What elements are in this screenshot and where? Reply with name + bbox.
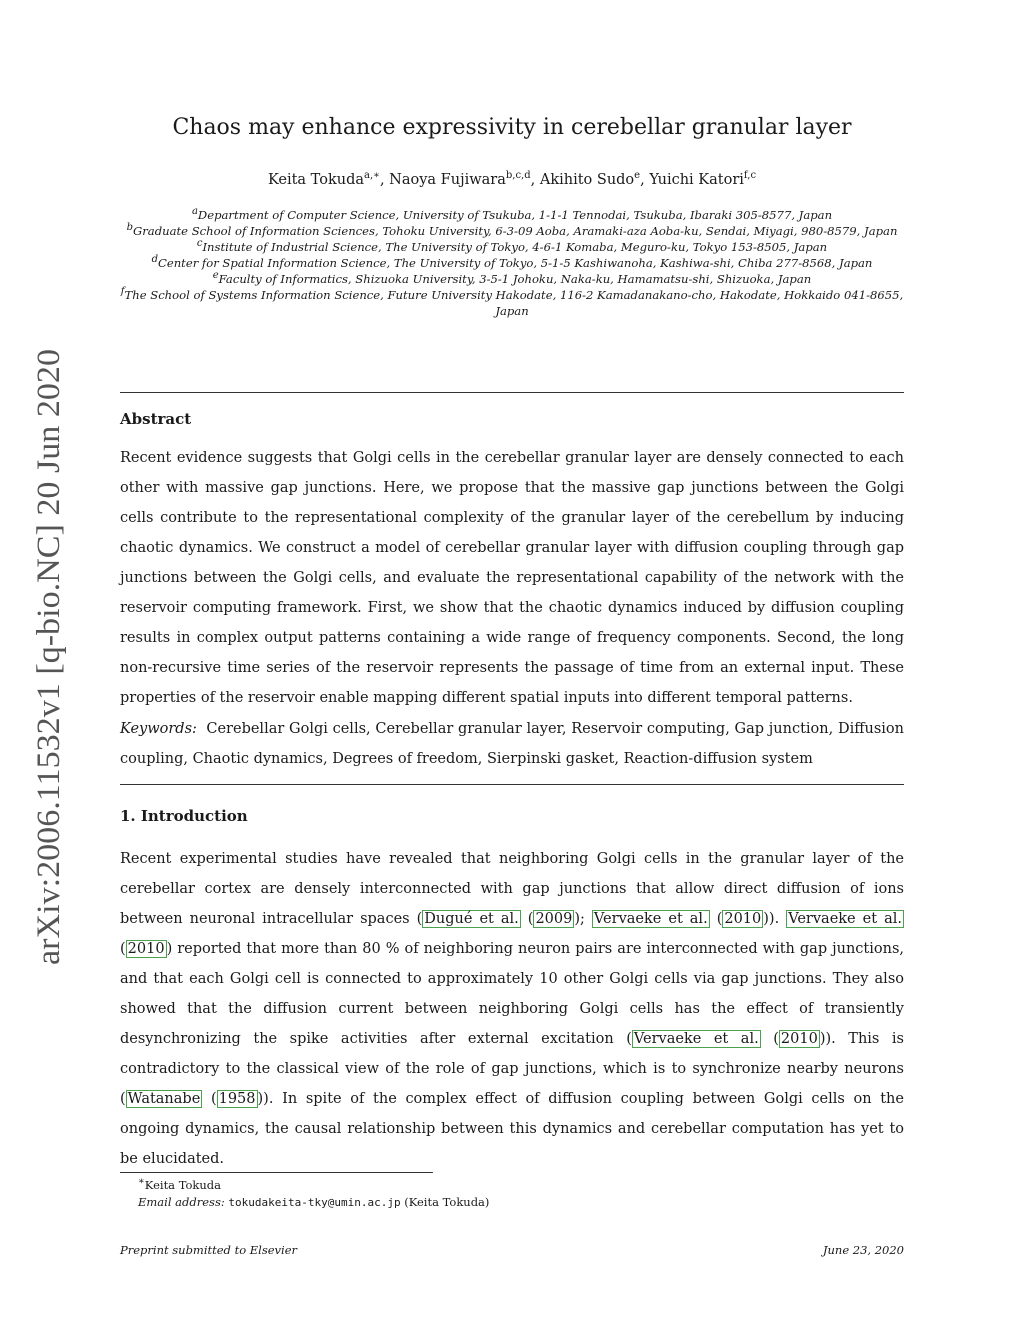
author-affiliation-mark: b,c,d [505, 170, 531, 182]
author-affiliation-mark: a,∗ [364, 170, 380, 182]
intro-text: ( [202, 1091, 217, 1107]
affiliation-line [120, 207, 904, 223]
affiliation-text: The School of Systems Information Science, Future University Hakodate, 116-2 Kamadanakano-cho, Hakodate, Hokkaido 041-8655, Japan [124, 288, 904, 318]
arxiv-stamp-svg [24, 345, 70, 965]
affiliation-text: Department of Computer Science, University of Tsukuba, 1-1-1 Tennodai, Tsukuba, Ibaraki 305-8577, Japan [197, 208, 833, 222]
intro-text: ) reported that more than 80 % of neighboring neuron pairs are interconnected with gap junctions, and that each Golgi cell is connected to approximately 10 other Golgi cells via gap junctions. They also showed that the diffusion current between neighboring Golgi cells has the effect of transiently desynchronizing the spike activities after external excitation ( [120, 941, 904, 1047]
citation-link[interactable]: Dugué et al. [424, 911, 519, 927]
affiliation-mark: a [191, 206, 198, 218]
arxiv-id: arXiv:2006.11532v1 [q-bio.NC] 20 Jun 2020 [31, 368, 67, 965]
citation-link[interactable]: Vervaeke et al. [788, 911, 902, 927]
abstract-bottom-rule [120, 784, 904, 785]
author-name: Yuichi Katori [649, 172, 744, 188]
affiliation-mark: e [212, 270, 219, 282]
affiliation-mark: b [126, 222, 133, 234]
citation-year-link[interactable]: 2010 [780, 1031, 818, 1047]
intro-text: ( [120, 941, 126, 957]
author-affiliation-mark: e [634, 170, 641, 182]
email-address[interactable]: tokudakeita-tky@umin.ac.jp [228, 1196, 401, 1209]
intro-text: Recent experimental studies have revealed that neighboring Golgi cells in the granular layer of the cerebellar cortex are densely interconnected with gap junctions that allow direct diffusion of ions between neuronal intracellular spaces ( [120, 851, 904, 927]
section-heading: 1. Introduction [120, 807, 248, 825]
affiliation-line [120, 255, 904, 271]
abstract-text: Recent evidence suggests that Golgi cells in the cerebellar granular layer are densely connected to each other with massive gap junctions. Here, we propose that the massive gap junctions between the Golgi cells contribute to the representational complexity of the granular layer of the cerebellum by inducing chaotic dynamics. We construct a model of cerebellar granular layer with diffusion coupling through gap junctions between the Golgi cells, and evaluate the representational capability of the network with the reservoir computing framework. First, we show that the chaotic dynamics induced by diffusion coupling results in complex output patterns containing a wide range of frequency components. Second, the long non-recursive time series of the reservoir represents the passage of time from an external input. These properties of the reservoir enable mapping different spatial inputs into different temporal patterns. [120, 450, 904, 706]
author-name: Keita Tokuda [267, 172, 365, 188]
intro-text: ( [520, 911, 534, 927]
citation-link[interactable]: Watanabe [127, 1091, 201, 1107]
citation-year-link[interactable]: 1958 [218, 1091, 256, 1107]
citation-year-link[interactable]: 2010 [724, 911, 762, 927]
intro-text: ( [760, 1031, 779, 1047]
email-label: Email address: [138, 1195, 225, 1209]
affiliations [120, 207, 904, 319]
citation-link[interactable]: Vervaeke et al. [633, 1031, 759, 1047]
citation-year-link[interactable]: 2009 [535, 911, 573, 927]
preprint-date: June 23, 2020 [822, 1243, 904, 1257]
keywords [120, 714, 904, 774]
arxiv-stamp [24, 345, 70, 965]
affiliation-mark: d [151, 254, 158, 266]
intro-text: )). In spite of the complex effect of diffusion coupling between Golgi cells on the ongoing dynamics, the causal relationship between this dynamics and cerebellar computation has yet to be elucidated. [120, 1091, 904, 1167]
citation-year-link[interactable]: 2010 [127, 941, 165, 957]
preprint-note: Preprint submitted to Elsevier [120, 1243, 298, 1257]
abstract-top-rule [120, 392, 904, 393]
affiliation-line [120, 287, 904, 319]
author-name: Akihito Sudo [539, 172, 635, 188]
author-list [0, 172, 1024, 188]
footnote-name: Keita Tokuda [144, 1178, 221, 1192]
abstract-heading: Abstract [120, 410, 192, 428]
intro-paragraph [120, 844, 904, 1174]
affiliation-line [120, 239, 904, 255]
footnote-email-line [138, 1194, 489, 1211]
footnote [138, 1177, 489, 1211]
affiliation-text: Graduate School of Information Sciences, Tohoku University, 6-3-09 Aoba, Aramaki-aza Aoba-ku, Sendai, Miyagi, 980-8579, Japan [132, 224, 898, 238]
keywords-text: Cerebellar Golgi cells, Cerebellar granular layer, Reservoir computing, Gap junction, Diffusion coupling, Chaotic dynamics, Degrees of freedom, Sierpinski gasket, Reaction-diffusion system [120, 721, 904, 767]
affiliation-line [120, 223, 904, 239]
footnote-mark: ∗ [138, 1176, 145, 1188]
author-separator: , [640, 172, 650, 188]
affiliation-text: Center for Spatial Information Science, The University of Tokyo, 5-1-5 Kashiwanoha, Kashiwa-shi, Chiba 277-8568, Japan [157, 256, 873, 270]
affiliation-line [120, 271, 904, 287]
affiliation-text: Faculty of Informatics, Shizuoka University, 3-5-1 Johoku, Naka-ku, Hamamatsu-shi, Shizuoka, Japan [218, 272, 812, 286]
author-separator: , [379, 172, 390, 188]
author-affiliation-mark: f,c [743, 170, 757, 182]
intro-text: ); [574, 911, 592, 927]
keywords-label: Keywords: [120, 721, 197, 737]
footnote-rule [120, 1172, 433, 1173]
author-name: Naoya Fujiwara [389, 172, 506, 188]
email-owner: (Keita Tokuda) [404, 1195, 490, 1209]
affiliation-text: Institute of Industrial Science, The University of Tokyo, 4-6-1 Komaba, Meguro-ku, Tokyo 153-8505, Japan [202, 240, 828, 254]
intro-text: )). [763, 911, 787, 927]
author-separator: , [530, 172, 540, 188]
footnote-author [138, 1177, 489, 1194]
affiliation-mark: c [196, 238, 203, 250]
intro-text: )). This is contradictory to the classical view of the role of gap junctions, which is to synchronize nearby neurons ( [120, 1031, 904, 1107]
intro-text: ( [709, 911, 723, 927]
paper-title: Chaos may enhance expressivity in cerebellar granular layer [172, 115, 852, 140]
citation-link[interactable]: Vervaeke et al. [593, 911, 708, 927]
affiliation-mark: f [120, 286, 125, 298]
